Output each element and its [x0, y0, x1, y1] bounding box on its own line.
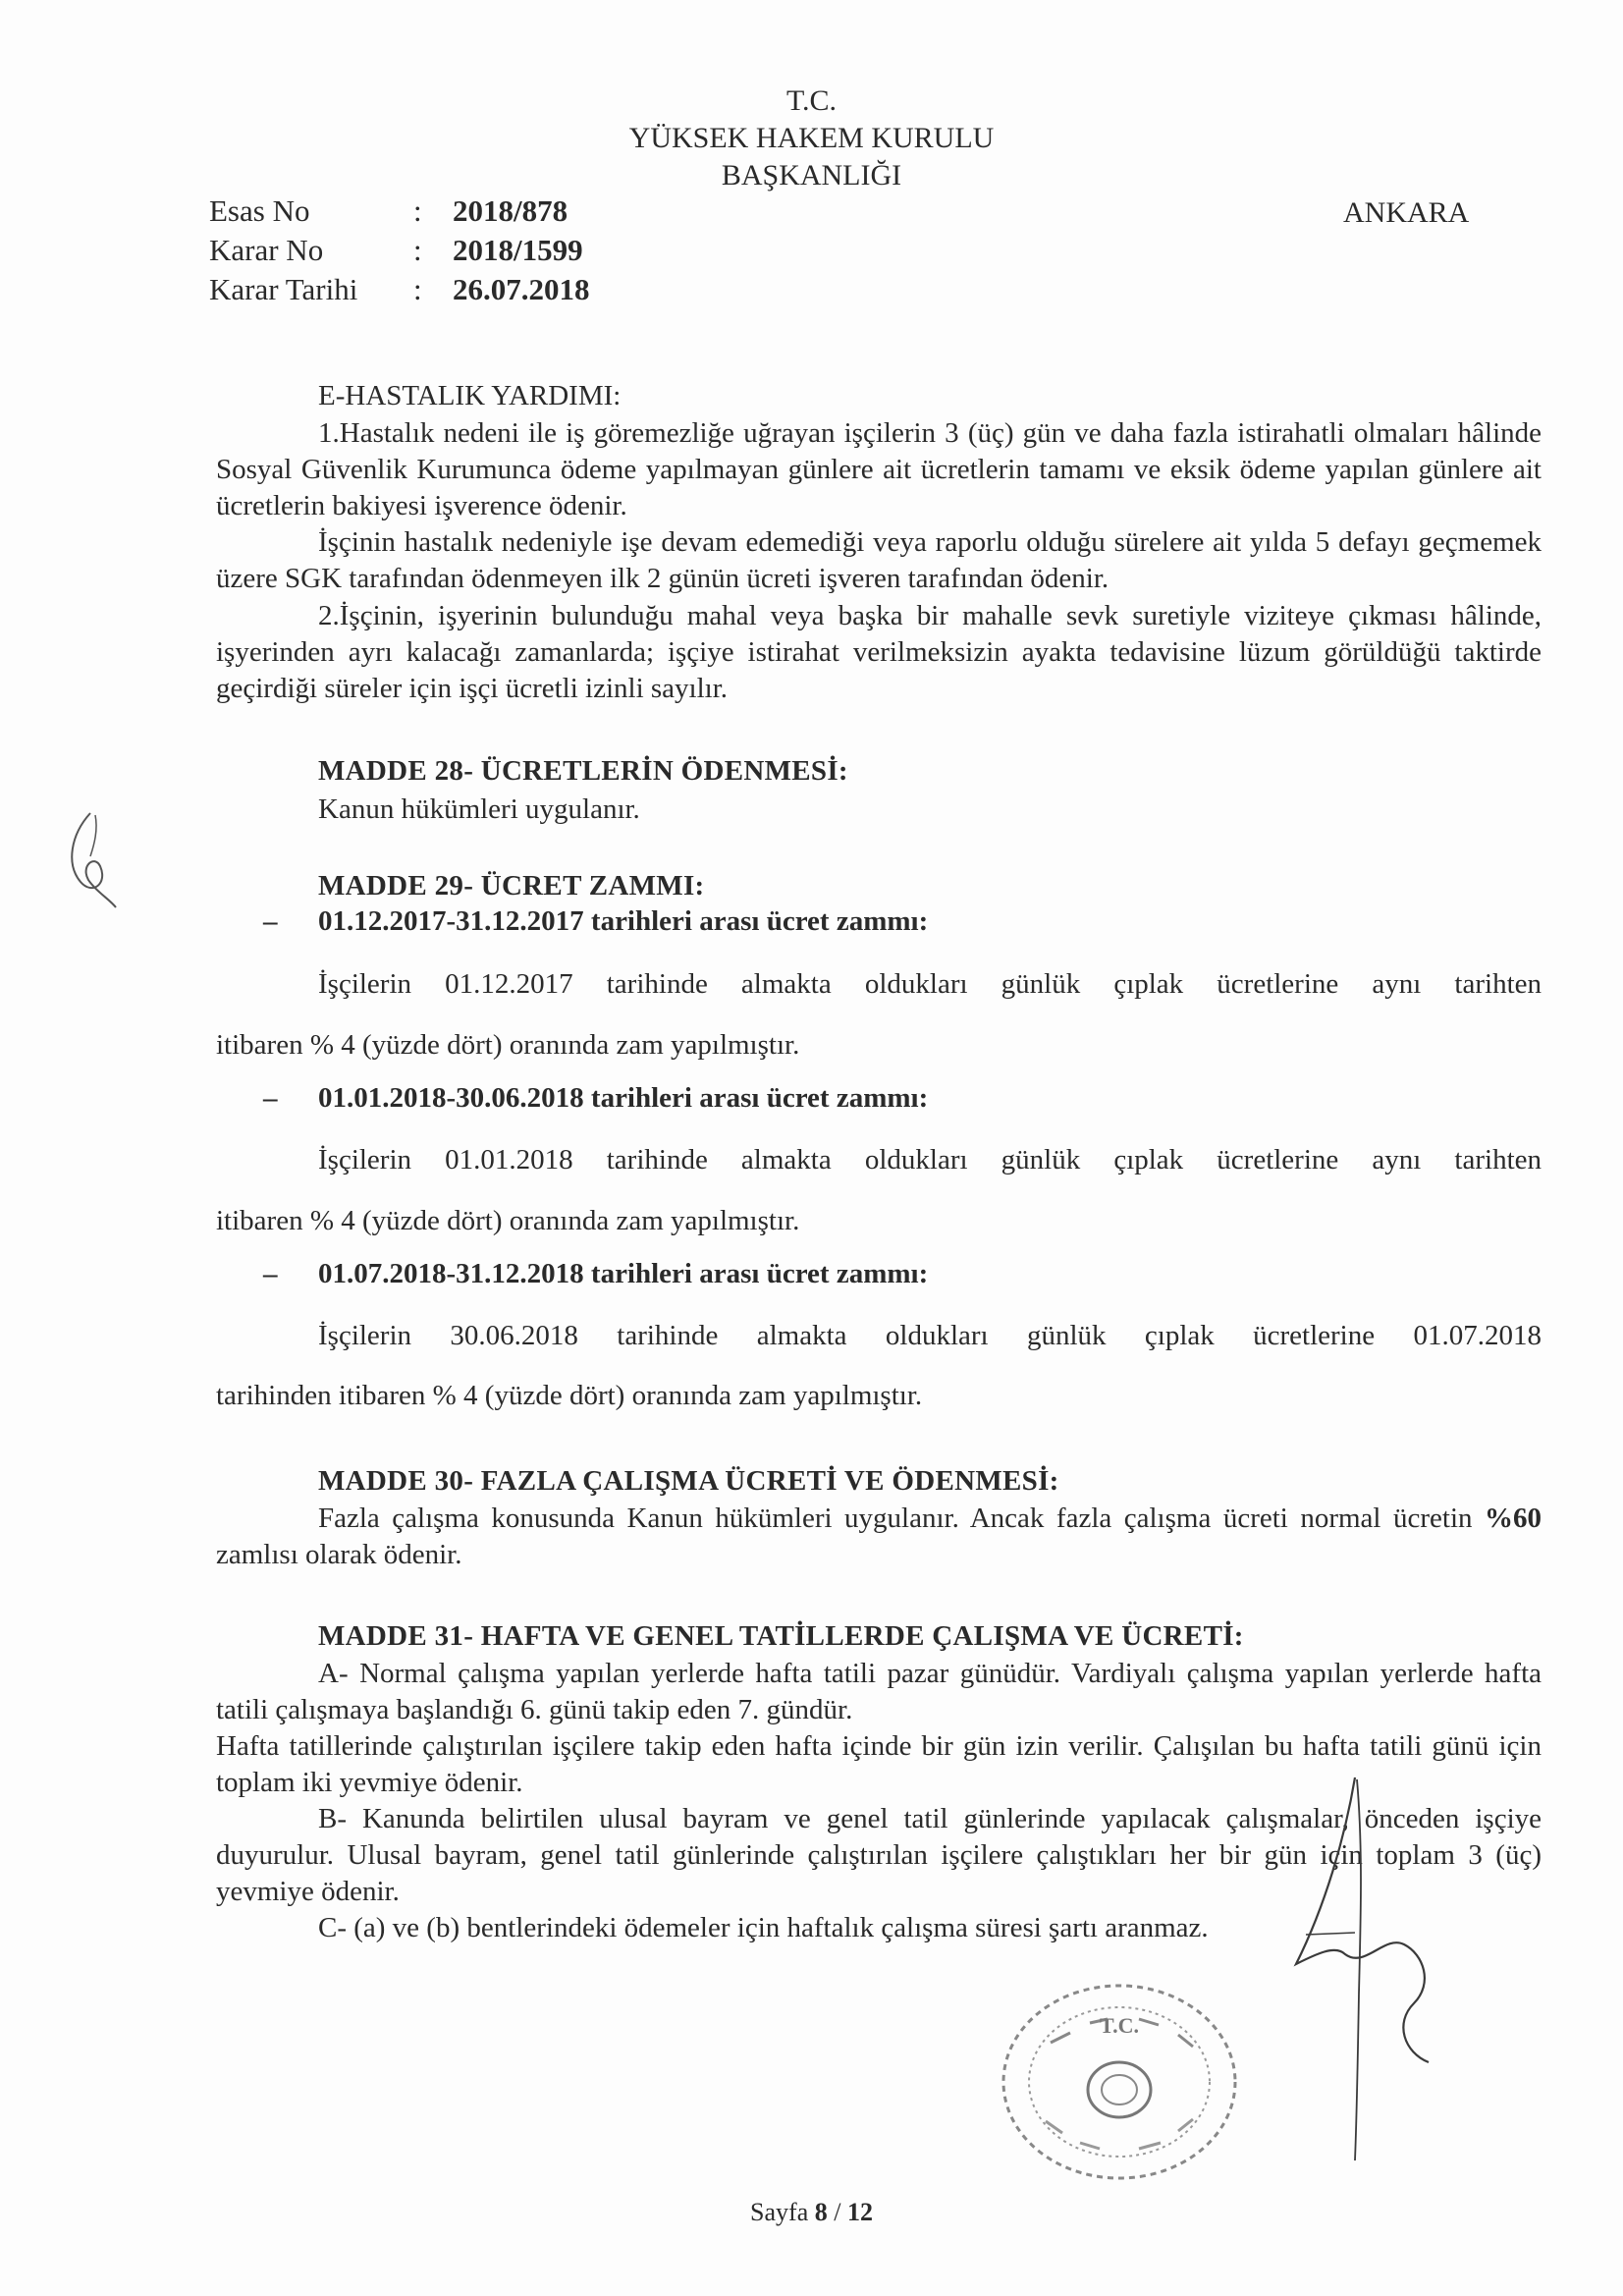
zam-heading-2: 01.01.2018-30.06.2018 tarihleri arası ücret zammı:: [318, 1082, 929, 1114]
official-stamp: [992, 1974, 1247, 2190]
esas-label: Esas No: [209, 193, 310, 228]
madde31-title: MADDE 31- HAFTA VE GENEL TATİLLERDE ÇALIŞMA VE ÜCRETİ:: [318, 1620, 1244, 1652]
zam-line2-1: itibaren % 4 (yüzde dört) oranında zam yapılmıştır.: [216, 1029, 800, 1061]
signature: [1286, 1758, 1453, 2170]
karar-value: 2018/1599: [453, 233, 583, 267]
header-kurul: YÜKSEK HAKEM KURULU: [628, 122, 995, 154]
bullet-dash: –: [263, 1082, 278, 1114]
tarih-value: 26.07.2018: [453, 272, 590, 306]
page-number: [0, 2198, 1623, 2227]
zam-line1-2: İşçilerin 01.01.2018 tarihinde almakta oldukları günlük çıplak ücretlerine aynı tarihten: [318, 1144, 1542, 1175]
madde30-body-b: zamlısı olarak ödenir.: [216, 1539, 462, 1570]
zam-line2-2: itibaren % 4 (yüzde dört) oranında zam yapılmıştır.: [216, 1205, 800, 1236]
meta-karar: [209, 233, 583, 268]
page-total: 12: [846, 2198, 873, 2226]
karar-label: Karar No: [209, 233, 324, 267]
meta-tarih: [209, 272, 590, 307]
madde30-body-bold: %60: [1485, 1503, 1542, 1534]
bullet-dash: –: [263, 905, 278, 937]
section-e-p2: İşçinin hastalık nedeniyle işe devam edemediği veya raporlu olduğu sürelere ait yılda 5 defayı geçmemek üzere SGK tarafından ödenmeyen ilk 2 günün ücreti işveren tarafından ödenir.: [216, 526, 1542, 594]
madde30-body-a: Fazla çalışma konusunda Kanun hükümleri uygulanır. Ancak fazla çalışma ücreti normal ücretin: [318, 1503, 1485, 1534]
zam-heading-1: 01.12.2017-31.12.2017 tarihleri arası ücret zammı:: [318, 905, 929, 937]
zam-line1-1: İşçilerin 01.12.2017 tarihinde almakta oldukları günlük çıplak ücretlerine aynı tarihten: [318, 968, 1542, 1000]
handwritten-initial-left: [51, 805, 130, 913]
madde30-body: [216, 1501, 1542, 1573]
stamp-text: T.C.: [1100, 2013, 1139, 2038]
meta-esas: [209, 193, 568, 229]
madde31-pA2: Hafta tatillerinde çalıştırılan işçilere takip eden hafta içinde bir gün izin verilir. Çalışılan bu hafta tatili günü için toplam iki yevmiye ödenir.: [216, 1730, 1542, 1798]
madde28-body: Kanun hükümleri uygulanır.: [318, 793, 640, 825]
tarih-label: Karar Tarihi: [209, 272, 358, 306]
header-baskanlik: BAŞKANLIĞI: [721, 159, 902, 191]
header-tc: T.C.: [785, 84, 838, 117]
madde31-pA: A- Normal çalışma yapılan yerlerde hafta tatili pazar günüdür. Vardiyalı çalışma yapılan yerlerde hafta tatili çalışmaya başlandığı 6. günü takip eden 7. gündür.: [216, 1658, 1542, 1725]
madde29-title: MADDE 29- ÜCRET ZAMMI:: [318, 870, 705, 902]
zam-heading-3: 01.07.2018-31.12.2018 tarihleri arası ücret zammı:: [318, 1258, 929, 1289]
madde30-title: MADDE 30- FAZLA ÇALIŞMA ÜCRETİ VE ÖDENMESİ:: [318, 1465, 1059, 1497]
madde31-pB: B- Kanunda belirtilen ulusal bayram ve genel tatil günlerinde yapılacak çalışmalar, önceden işçiye duyurulur. Ulusal bayram, genel tatil günlerinde çalıştırılan işçilere çalıştıkları her bir gün için toplam 3 (üç) yevmiye ödenir.: [216, 1803, 1542, 1907]
madde28-title: MADDE 28- ÜCRETLERİN ÖDENMESİ:: [318, 755, 848, 787]
page-sep: /: [827, 2198, 847, 2226]
zam-line2-3: tarihinden itibaren % 4 (yüzde dört) oranında zam yapılmıştır.: [216, 1380, 923, 1411]
bullet-dash: –: [263, 1258, 278, 1289]
header-city: ANKARA: [1343, 196, 1470, 229]
madde31-pC: C- (a) ve (b) bentlerindeki ödemeler için haftalık çalışma süresi şartı aranmaz.: [318, 1912, 1209, 1943]
esas-value: 2018/878: [453, 193, 568, 228]
tarih-colon: :: [413, 272, 422, 306]
page-label: Sayfa: [750, 2198, 809, 2226]
section-e-title: E-HASTALIK YARDIMI:: [318, 380, 622, 411]
esas-colon: :: [413, 193, 422, 228]
section-e-p1: 1.Hastalık nedeni ile iş göremezliğe uğrayan işçilerin 3 (üç) gün ve daha fazla istirahatli olmaları hâlinde Sosyal Güvenlik Kurumunca ödeme yapılmayan günlere ait ücretlerin tamamı ve eksik ödeme yapılan günlere ait ücretlerin bakiyesi işverence ödenir.: [216, 417, 1542, 521]
section-e-p3: 2.İşçinin, işyerinin bulunduğu mahal veya başka bir mahalle sevk suretiyle viziteye çıkması hâlinde, işyerinden ayrı kalacağı zamanlarda; işçiye istirahat verilmeksizin ayakta tedavisine lüzum görüldüğü taktirde geçirdiği süreler için işçi ücretli izinli sayılır.: [216, 600, 1542, 704]
karar-colon: :: [413, 233, 422, 267]
page-current: 8: [814, 2198, 828, 2226]
zam-line1-3: İşçilerin 30.06.2018 tarihinde almakta oldukları günlük çıplak ücretlerine 01.07.2018: [318, 1320, 1542, 1351]
